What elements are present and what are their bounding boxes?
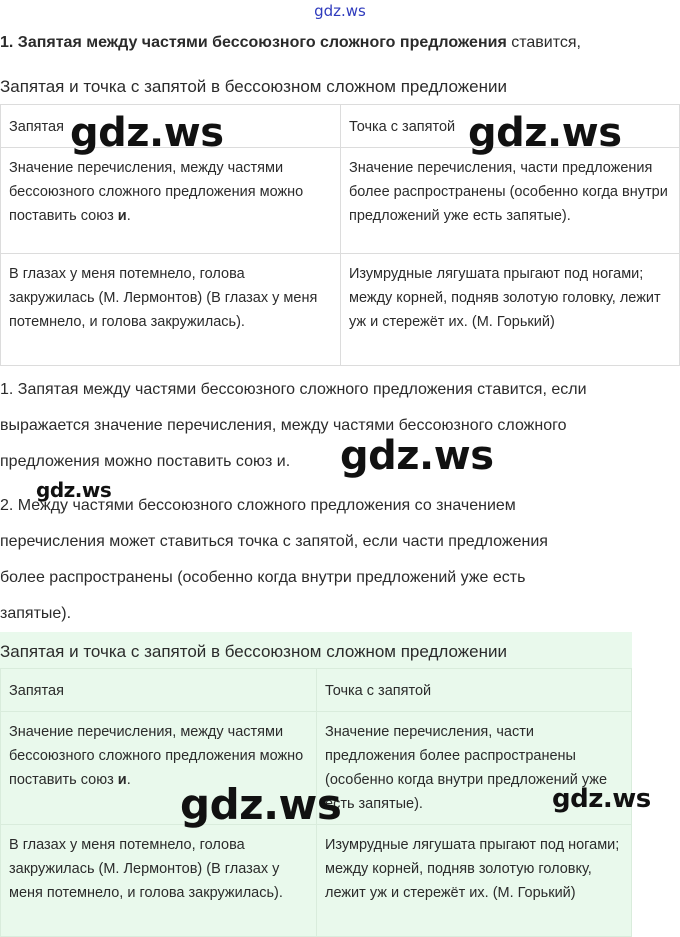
table-header-cell: Запятая (1, 105, 341, 148)
table-cell: В глазах у меня потемнело, голова закружилась (М. Лермонтов) (В глазах у меня потемнело, и голова закружилась). (1, 254, 341, 366)
heading-bold: 1. Запятая между частями бессоюзного сложного предложения (0, 34, 507, 51)
cell-bold: и (117, 208, 127, 224)
paragraph-line: перечисления может ставиться точка с запятой, если части предложения (0, 533, 548, 550)
cell-text-end: . (126, 208, 131, 224)
table-cell: Изумрудные лягушата прыгают под ногами; между корней, подняв золотую головку, лежит уж и стережёт их. (М. Горький) (317, 825, 632, 937)
cell-text-end: . (126, 772, 131, 788)
watermark-text: gdz.ws (468, 110, 622, 156)
section-heading (0, 34, 581, 52)
table-cell (1, 148, 341, 254)
watermark-text: gdz.ws (180, 780, 342, 829)
table-header-row (1, 669, 632, 712)
cell-text: Значение перечисления, между частями бессоюзного сложного предложения можно поставить союз (9, 160, 304, 224)
watermark-text: gdz.ws (36, 478, 112, 502)
watermark-text: gdz.ws (70, 110, 224, 156)
watermark-text: gdz.ws (340, 433, 494, 479)
paragraph-line: запятые). (0, 605, 72, 622)
cell-bold: и (117, 772, 127, 788)
table2-caption: Запятая и точка с запятой в бессоюзном сложном предложении (0, 642, 507, 661)
table-cell: Изумрудные лягушата прыгают под ногами; между корней, подняв золотую головку, лежит уж и стережёт их. (М. Горький) (341, 254, 680, 366)
cell-text: Значение перечисления, между частями бессоюзного сложного предложения можно поставить союз (9, 724, 304, 788)
heading-rest: ставится, (506, 34, 581, 51)
table-cell: Значение перечисления, части предложения более распространены (особенно когда внутри предложений уже есть запятые). (341, 148, 680, 254)
table-header-cell: Запятая (1, 669, 317, 712)
table-header-cell: Точка с запятой (341, 105, 680, 148)
table-row (1, 254, 680, 366)
paragraph-line: более распространены (особенно когда внутри предложений уже есть (0, 569, 526, 586)
paragraph-line: 1. Запятая между частями бессоюзного сложного предложения ставится, если (0, 381, 587, 398)
table-row (1, 825, 632, 937)
paragraph-line: 2. Между частями бессоюзного сложного предложения со значением (0, 497, 516, 514)
table-cell: В глазах у меня потемнело, голова закружилась (М. Лермонтов) (В глазах у меня потемнело, и голова закружилась). (1, 825, 317, 937)
table-cell: Значение перечисления, части предложения более распространены (особенно когда внутри предложений уже есть запятые). (317, 712, 632, 825)
paragraph-line: выражается значение перечисления, между частями бессоюзного сложного (0, 417, 567, 434)
table1-caption: Запятая и точка с запятой в бессоюзном сложном предложении (0, 77, 507, 96)
watermark-text: gdz.ws (552, 784, 651, 814)
site-brand-link[interactable]: gdz.ws (314, 2, 366, 20)
table-header-cell: Точка с запятой (317, 669, 632, 712)
table-row (1, 148, 680, 254)
paragraph-line: предложения можно поставить союз и. (0, 453, 291, 470)
